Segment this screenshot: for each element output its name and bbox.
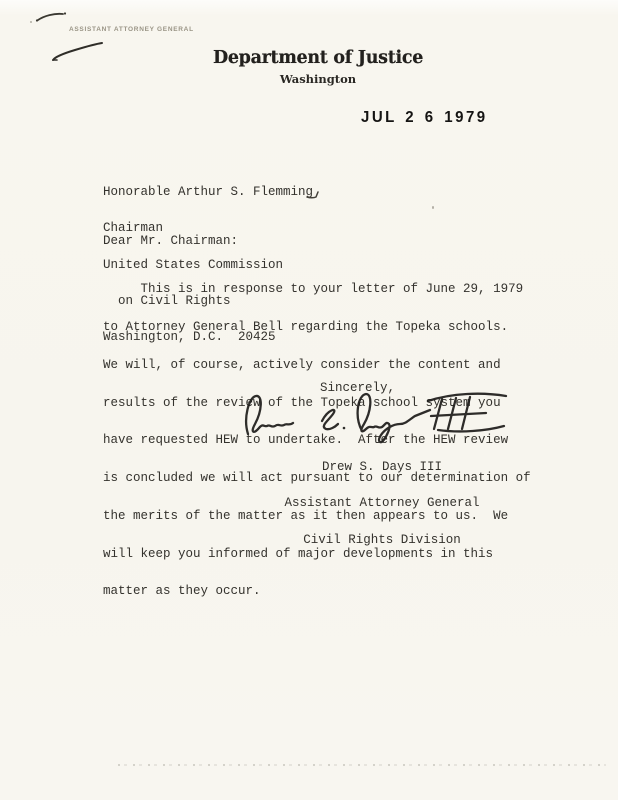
body-line: We will, of course, actively consider the content and — [103, 357, 501, 372]
pen-check-mark-icon — [35, 7, 71, 25]
closing: Sincerely, — [320, 381, 396, 395]
signer-name: Drew S. Days III — [321, 459, 443, 474]
body-line: results of the review of the Topeka school system you — [103, 395, 501, 410]
recipient-line: Washington, D.C. 20425 — [103, 330, 276, 345]
scan-speck — [30, 21, 32, 23]
body-line: to Attorney General Bell regarding the Topeka schools. — [103, 319, 509, 334]
assistant-attorney-general-stamp: ASSISTANT ATTORNEY GENERAL — [69, 26, 194, 33]
signature-block — [262, 436, 502, 571]
recipient-line: Chairman — [103, 221, 164, 236]
letterhead-title: Department of Justice — [212, 48, 424, 68]
recipient-line: Honorable Arthur S. Flemming — [103, 185, 314, 200]
body-line: is concluded we will act pursuant to our determination of — [103, 471, 531, 486]
date-stamp: JUL 2 6 1979 — [361, 108, 488, 127]
salutation: Dear Mr. Chairman: — [103, 234, 239, 248]
recipient-line: on Civil Rights — [103, 294, 231, 309]
letterhead-subtitle: Washington — [279, 72, 357, 86]
body-line: This is in response to your letter of June 29, 1979 — [103, 282, 524, 297]
signer-division: Civil Rights Division — [303, 533, 461, 548]
body-line: matter as they occur. — [103, 584, 261, 599]
pen-hook-mark-icon — [305, 188, 323, 202]
scan-noise-line — [118, 764, 606, 766]
recipient-line: United States Commission — [103, 257, 284, 272]
signer-title: Assistant Attorney General — [284, 496, 480, 511]
body-line: the merits of the matter as it then appears to us. We — [103, 508, 509, 523]
body-line: have requested HEW to undertake. After the HEW review — [103, 433, 509, 448]
body-line: will keep you informed of major developments in this — [103, 546, 494, 561]
scan-speck — [432, 206, 434, 209]
